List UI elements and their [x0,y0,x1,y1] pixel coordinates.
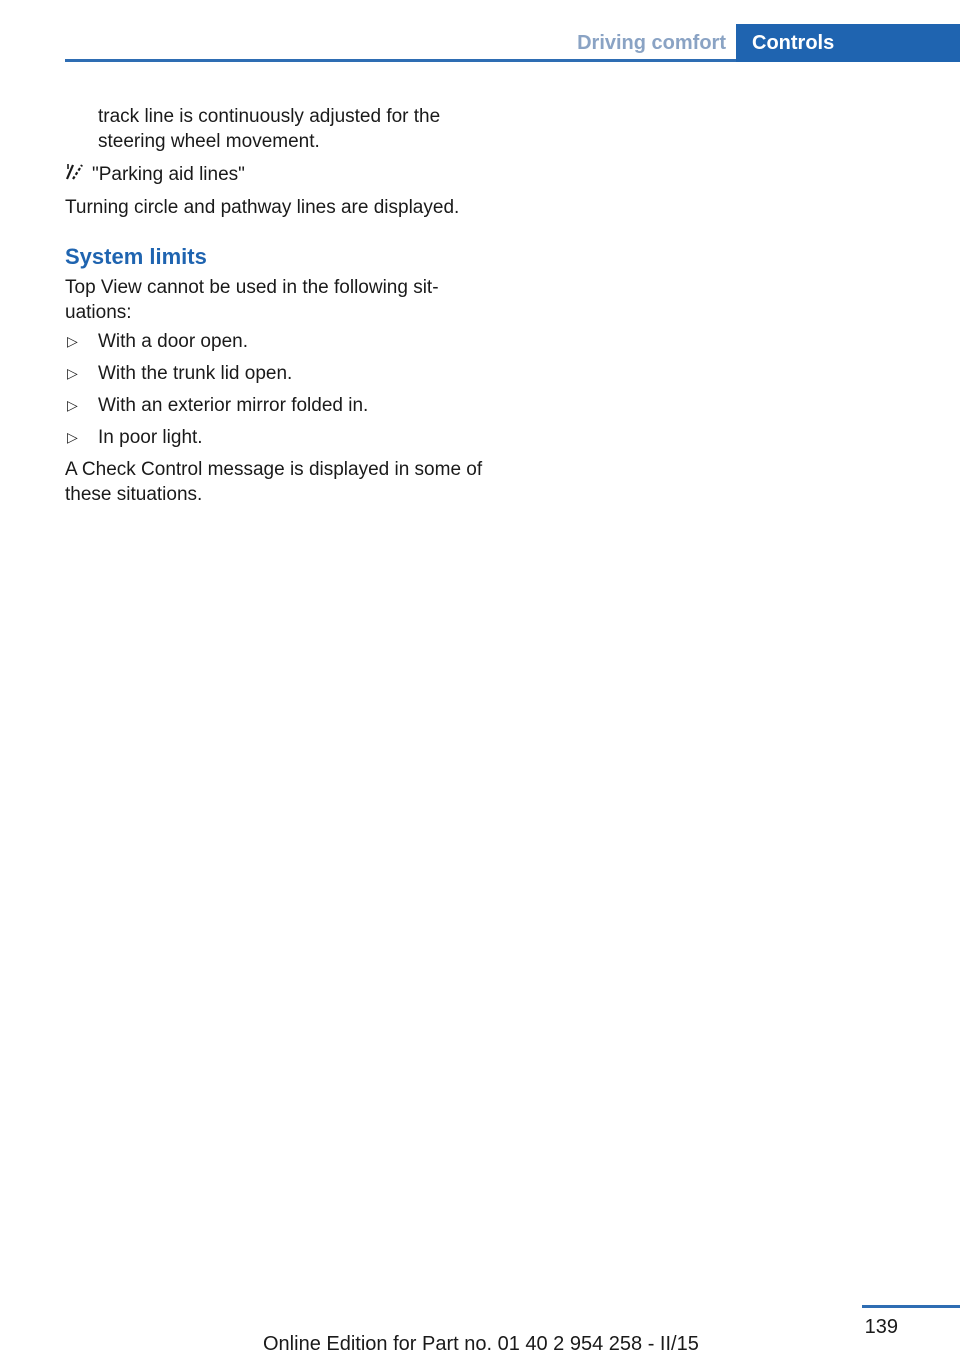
triangle-bullet-icon: ▷ [67,429,78,445]
parking-aid-lines-description: Turning circle and pathway lines are displayed. [65,197,460,218]
closing-paragraph: A Check Control message is displayed in some of these situations. [65,459,483,505]
list-item-text: With an exterior mirror folded in. [98,395,369,416]
footer-edition-text: Online Edition for Part no. 01 40 2 954 258 - II/15 [263,1333,699,1355]
header-section-title: Driving comfort [577,32,726,54]
parking-aid-lines-icon [65,161,92,188]
list-item-text: With a door open. [98,331,248,352]
list-item [65,361,485,386]
list-item [65,329,485,354]
triangle-bullet-icon: ▷ [67,333,78,349]
list-item-text: With the trunk lid open. [98,363,293,384]
list-item-text: In poor light. [98,427,203,448]
parking-aid-lines-row [65,161,485,188]
triangle-bullet-icon: ▷ [67,397,78,413]
list-item [65,393,485,418]
list-item [65,425,485,450]
continuation-paragraph: track line is continuously adjusted for the steering wheel movement. [98,106,441,152]
footer-rule [862,1305,960,1308]
text-column [65,104,485,507]
triangle-bullet-icon: ▷ [67,365,78,381]
section-heading: System limits [65,244,207,269]
intro-paragraph: Top View cannot be used in the following sit-uations: [65,277,439,323]
limits-list [65,329,485,450]
page-number: 139 [864,1316,898,1338]
parking-aid-lines-label: "Parking aid lines" [92,164,245,185]
page-header [0,24,960,62]
header-chapter-tab: Controls [736,24,960,62]
